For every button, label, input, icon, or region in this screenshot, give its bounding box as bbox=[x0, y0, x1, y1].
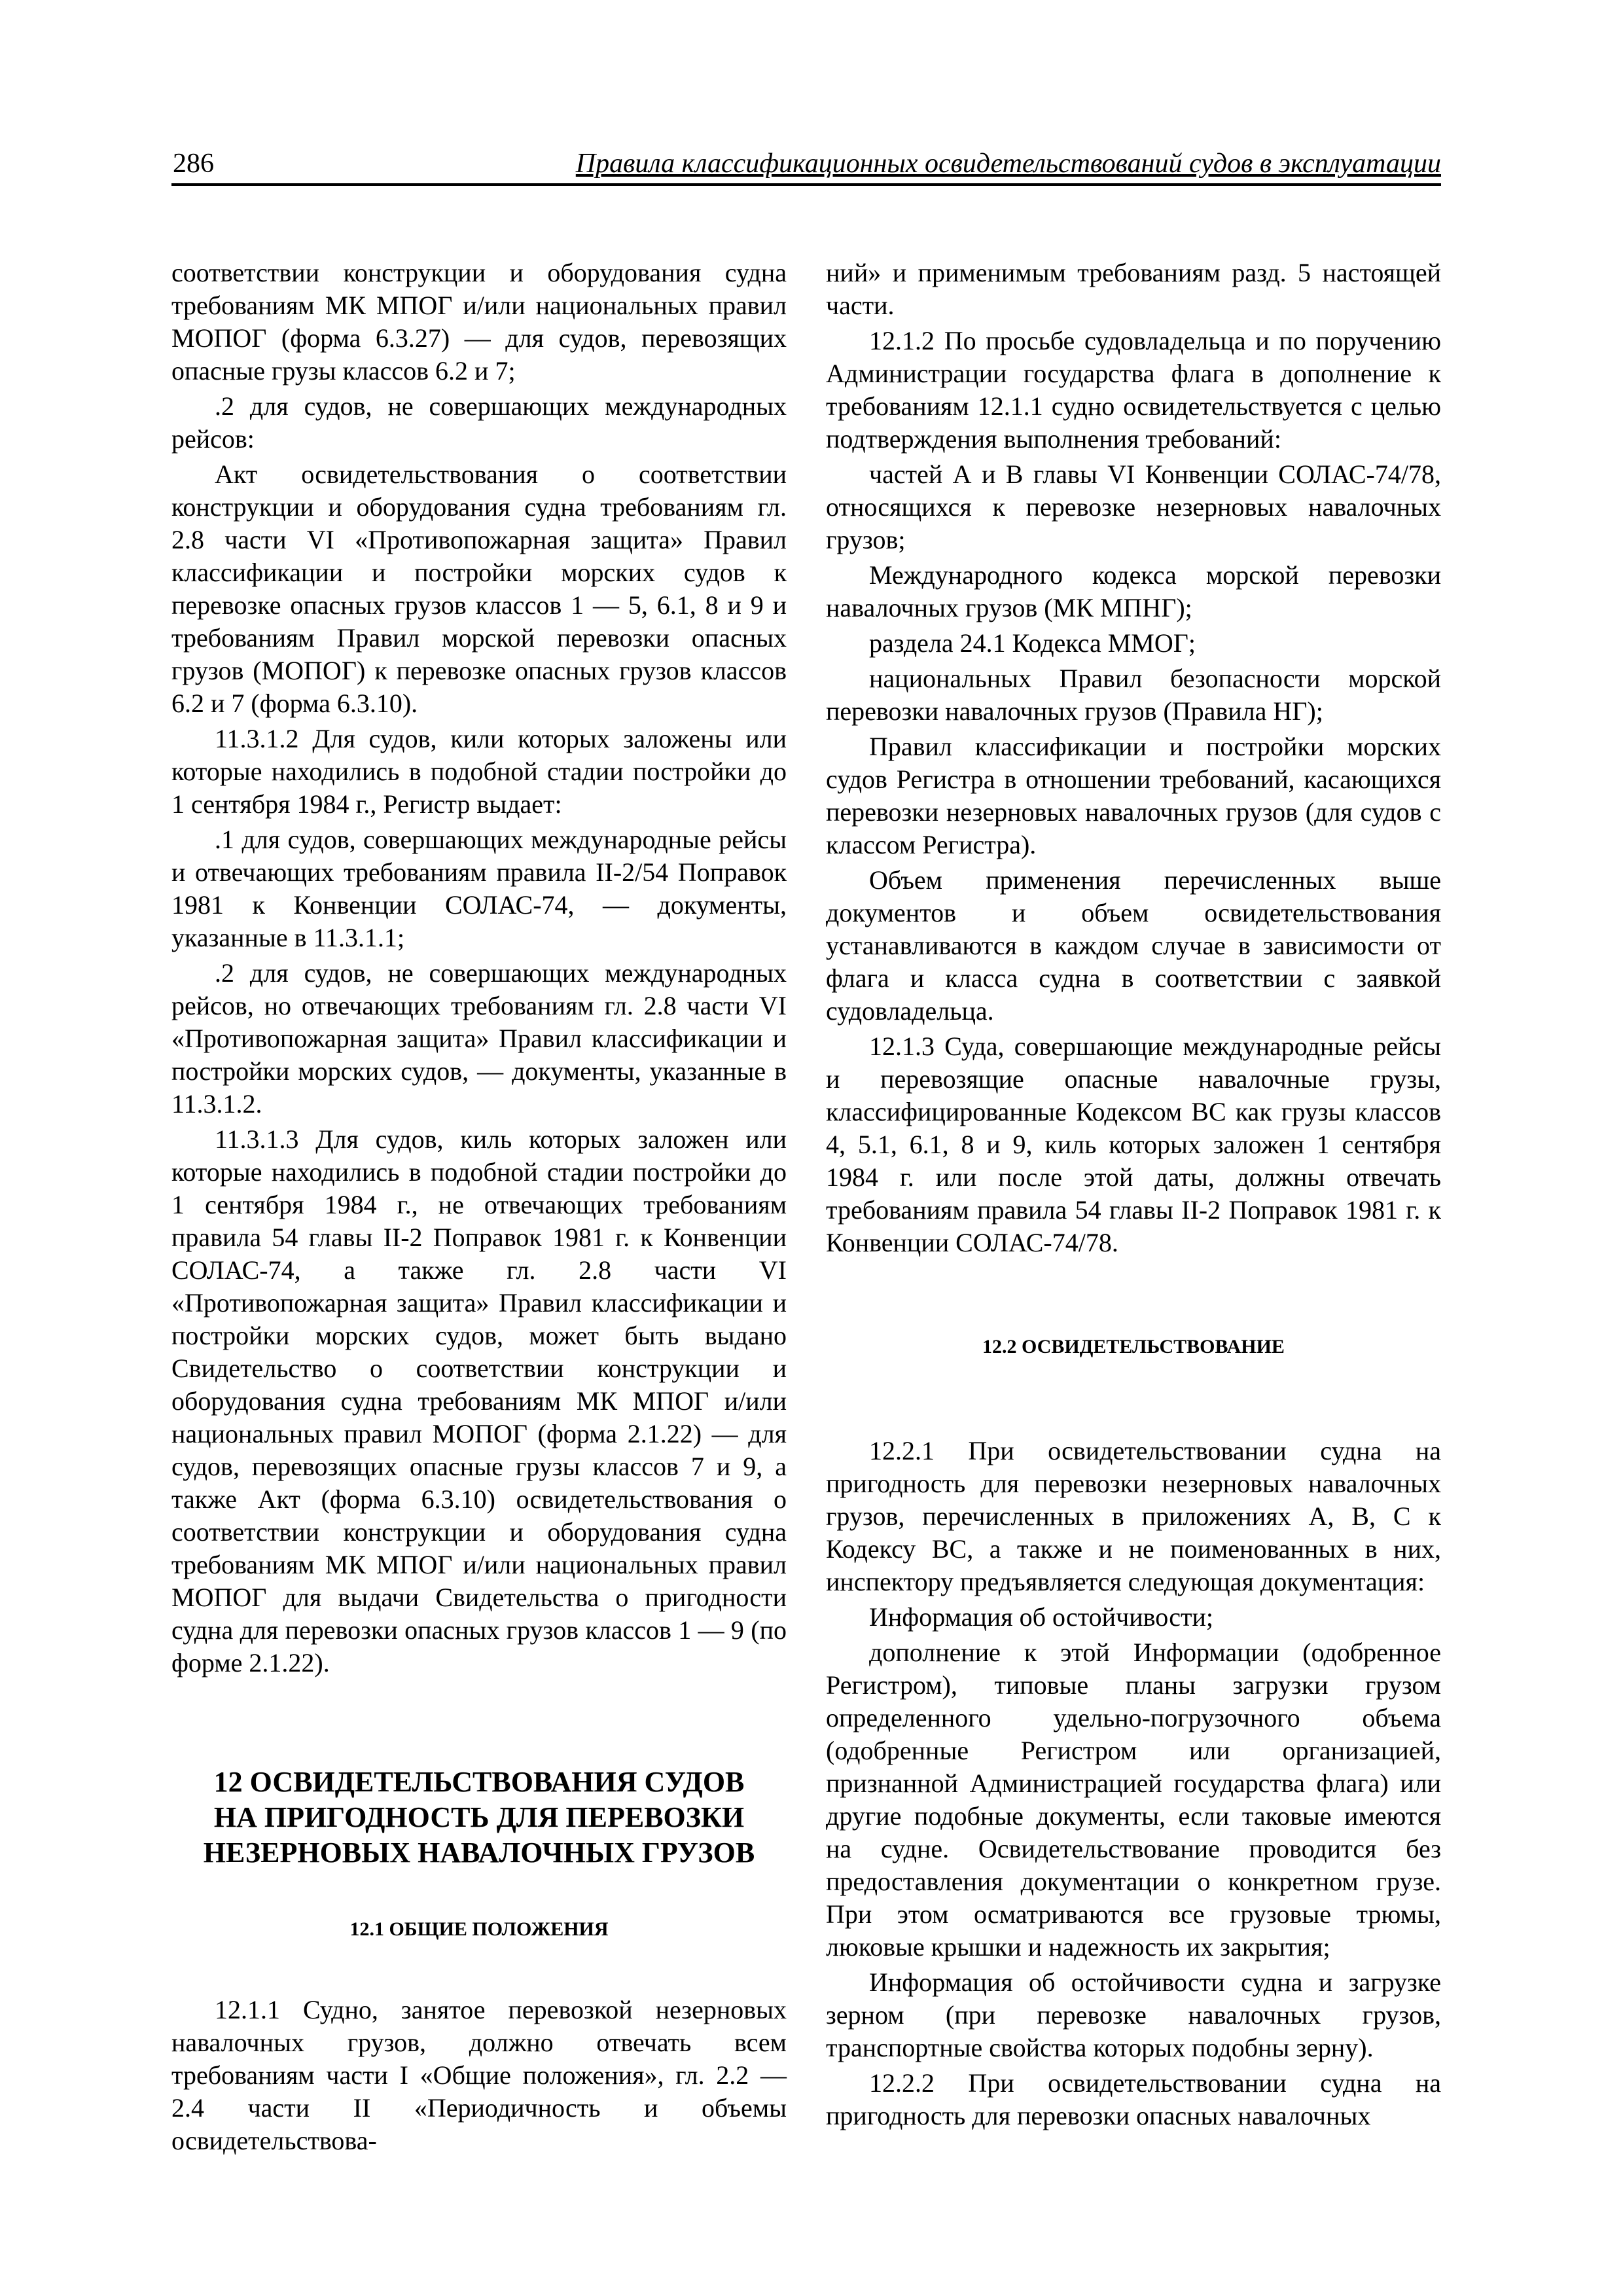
paragraph: ний» и применимым требованиям разд. 5 настоящей части. bbox=[826, 258, 1441, 320]
paragraph: 12.2.1 При освидетельствовании судна на пригодность для перевозки незерновых навалочных грузов, перечисленных в приложениях А, В, С к Кодексу ВС, а также и не поименованных в них, инспектору предъявляется следующая документация: bbox=[826, 1436, 1441, 1596]
page-number: 286 bbox=[173, 149, 214, 179]
paragraph: Информация об остойчивости; bbox=[869, 1602, 1213, 1632]
paragraph: Правил классификации и постройки морских судов Регистра в отношении требований, касающихся перевозки незерновых навалочных грузов (для судов с классом Регистра). bbox=[826, 732, 1441, 859]
paragraph: 12.2.2 При освидетельствовании судна на пригодность для перевозки опасных навалочных bbox=[826, 2068, 1441, 2130]
paragraph: 12.1.3 Суда, совершающие международные рейсы и перевозящие опасные навалочные грузы, классифицированные Кодексом ВС как грузы классов 4, 5.1, 6.1, 8 и 9, киль которых заложен 1 сентября 1984 г. или после этой даты, должны отвечать требованиям правила 54 главы II-2 Поправок 1981 г. к Конвенции СОЛАС-74/78. bbox=[826, 1031, 1441, 1257]
paragraph: частей А и В главы VI Конвенции СОЛАС-74/78, относящихся к перевозке незерновых навалочных грузов; bbox=[826, 459, 1441, 554]
paragraph: Информация об остойчивости судна и загрузке зерном (при перевозке навалочных грузов, транспортные свойства которых подобны зерну). bbox=[826, 1967, 1441, 2062]
chapter-title-line: НЕЗЕРНОВЫХ НАВАЛОЧНЫХ ГРУЗОВ bbox=[203, 1837, 755, 1869]
paragraph: соответствии конструкции и оборудования судна требованиям МК МПОГ и/или национальных правил МОПОГ (форма 6.3.27) — для судов, перевозящих опасные грузы классов 6.2 и 7; bbox=[171, 258, 787, 386]
section-heading-12-1: 12.1 ОБЩИЕ ПОЛОЖЕНИЯ bbox=[349, 1918, 609, 1940]
paragraph: раздела 24.1 Кодекса ММОГ; bbox=[869, 628, 1196, 658]
paragraph: .2 для судов, не совершающих международных рейсов, но отвечающих требованиям гл. 2.8 части VI «Противопожарная защита» Правил классификации и постройки морских судов, — документы, указанные в 11.3.1.2. bbox=[171, 958, 787, 1119]
chapter-title-line: 12 ОСВИДЕТЕЛЬСТВОВАНИЯ СУДОВ bbox=[213, 1766, 745, 1798]
paragraph: 12.1.1 Судно, занятое перевозкой незерновых навалочных грузов, должно отвечать всем требованиям части I «Общие положения», гл. 2.2 — 2.4 части II «Периодичность и объемы освидетельствова- bbox=[171, 1995, 787, 2155]
paragraph: 11.3.1.3 Для судов, киль которых заложен или которые находились в подобной стадии постройки до 1 сентября 1984 г., не отвечающих требованиям правила 54 главы II-2 Поправок 1981 г. к Конвенции СОЛАС-74, а также гл. 2.8 части VI «Противопожарная защита» Правил классификации и постройки морских судов, может быть выдано Свидетельство о соответствии конструкции и оборудования судна требованиям МК МПОГ и/или национальных правил МОПОГ (форма 2.1.22) — для судов, перевозящих опасные грузы классов 7 и 9, а также Акт (форма 6.3.10) освидетельствования о соответствии конструкции и оборудования судна требованиям МК МПОГ и/или национальных правил МОПОГ для выдачи Свидетельства о пригодности судна для перевозки опасных грузов классов 1 — 9 (по форме 2.1.22). bbox=[171, 1124, 787, 1677]
chapter-title-line: НА ПРИГОДНОСТЬ ДЛЯ ПЕРЕВОЗКИ bbox=[213, 1801, 745, 1833]
paragraph: национальных Правил безопасности морской перевозки навалочных грузов (Правила НГ); bbox=[826, 664, 1441, 726]
paragraph: .1 для судов, совершающих международные рейсы и отвечающих требованиям правила II-2/54 Поправок 1981 к Конвенции СОЛАС-74, — документы, указанные в 11.3.1.1; bbox=[171, 825, 787, 952]
right-column bbox=[826, 257, 1441, 2135]
paragraph: .2 для судов, не совершающих международных рейсов: bbox=[171, 391, 787, 454]
paragraph: Акт освидетельствования о соответствии конструкции и оборудования судна требованиям гл. 2.8 части VI «Противопожарная защита» Правил классификации и постройки морских судов к перевозке опасных грузов классов 1 — 5, 6.1, 8 и 9 и требованиям Правил морской перевозки опасных грузов (МОПОГ) к перевозке опасных грузов классов 6.2 и 7 (форма 6.3.10). bbox=[171, 459, 787, 718]
section-heading-12-2: 12.2 ОСВИДЕТЕЛЬСТВОВАНИЕ bbox=[982, 1336, 1285, 1357]
paragraph: дополнение к этой Информации (одобренное Регистром), типовые планы загрузки грузом определенного удельно-погрузочного объема (одобренные Регистром или организацией, признанной Администрацией государства флага) или другие подобные документы, если таковые имеются на судне. Освидетельствование проводится без предоставления документации о конкретном грузе. При этом осматриваются все грузовые трюмы, люковые крышки и надежность их закрытия; bbox=[826, 1638, 1441, 1962]
paragraph: Международного кодекса морской перевозки навалочных грузов (МК МПНГ); bbox=[826, 560, 1441, 622]
paragraph: 12.1.2 По просьбе судовладельца и по поручению Администрации государства флага в дополнение к требованиям 12.1.1 судно освидетельствуется с целью подтверждения выполнения требований: bbox=[826, 326, 1441, 454]
chapter-title bbox=[171, 1765, 787, 1871]
left-column bbox=[171, 257, 787, 2160]
page-header bbox=[171, 145, 1441, 186]
running-title: Правила классификационных освидетельствований судов в эксплуатации bbox=[575, 149, 1441, 179]
paragraph: 11.3.1.2 Для судов, кили которых заложены или которые находились в подобной стадии постройки до 1 сентября 1984 г., Регистр выдает: bbox=[171, 724, 787, 819]
paragraph: Объем применения перечисленных выше документов и объем освидетельствования устанавливаются в каждом случае в зависимости от флага и класса судна в соответствии с заявкой судовладельца. bbox=[826, 865, 1441, 1026]
